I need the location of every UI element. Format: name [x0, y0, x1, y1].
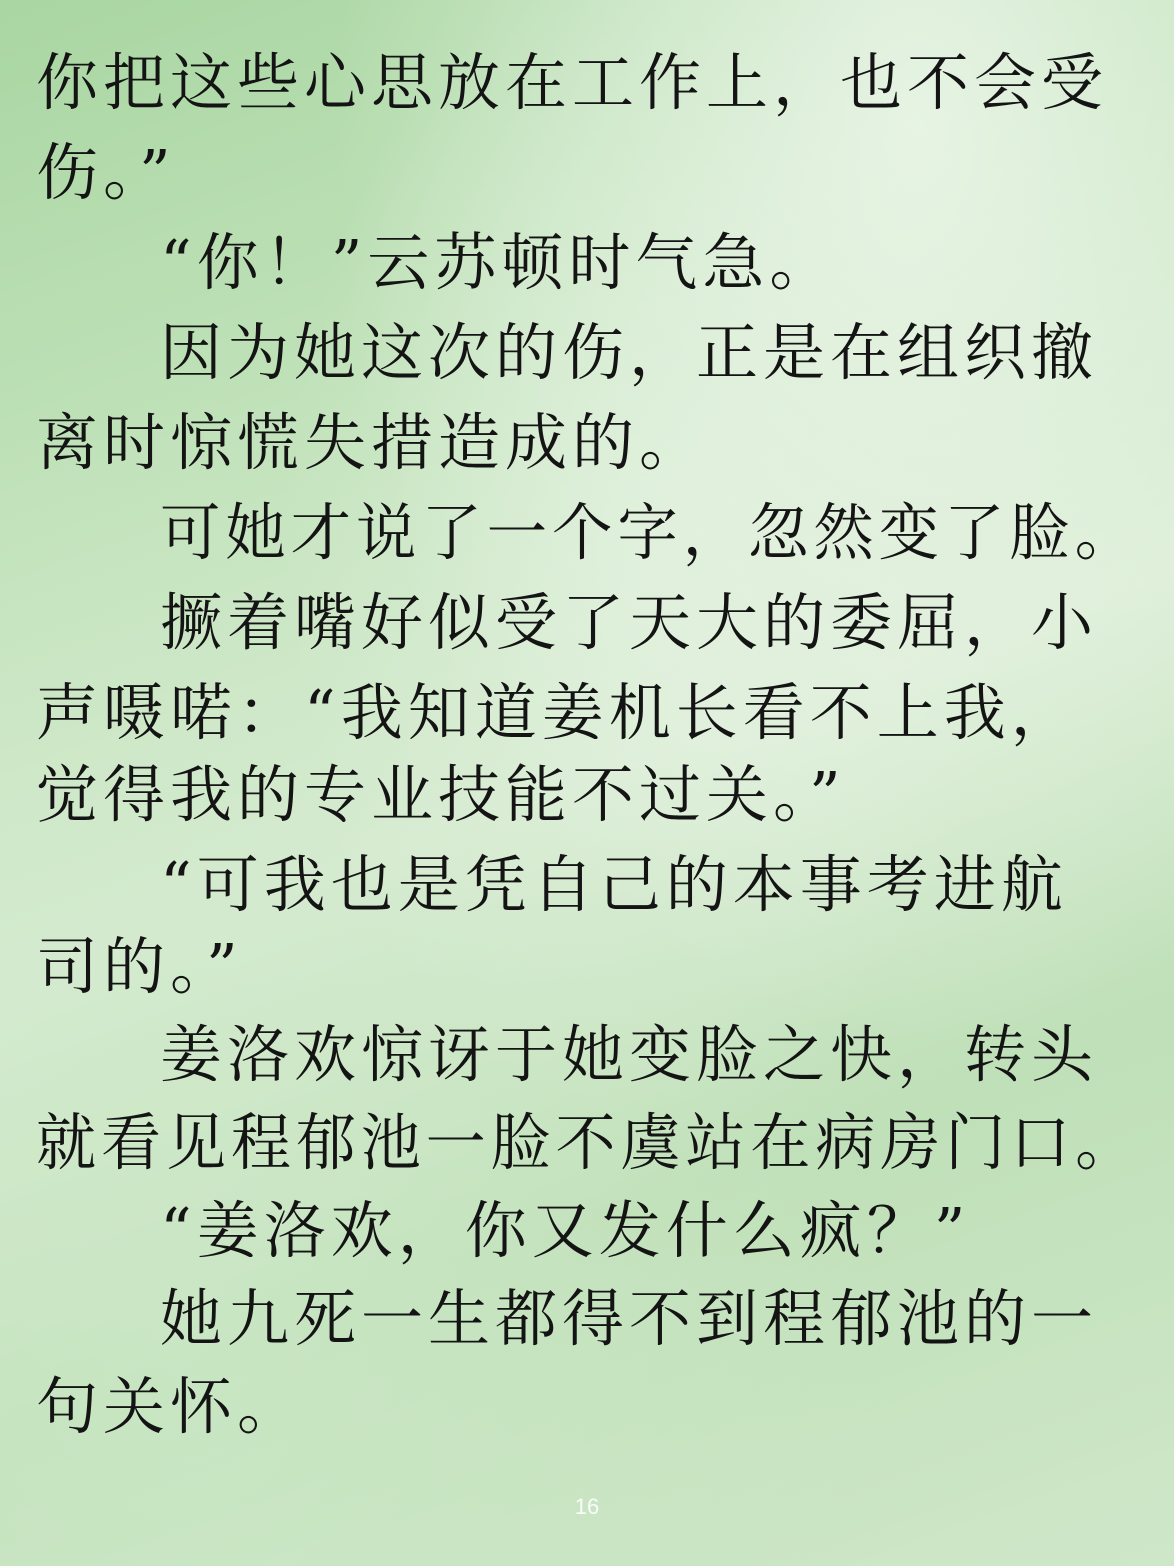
text-line: 姜洛欢惊讶于她变脸之快，转头 — [160, 1018, 1099, 1091]
text-line: 就看见程郁池一脸不虞站在病房门口。 — [36, 1106, 1141, 1179]
text-line: 句关怀。 — [36, 1370, 305, 1443]
text-line: “可我也是凭自己的本事考进航 — [160, 848, 1068, 921]
text-line: 觉得我的专业技能不过关。” — [36, 758, 846, 831]
text-line: 你把这些心思放在工作上，也不会受 — [36, 46, 1109, 119]
page-number: 16 — [574, 1494, 600, 1519]
text-line: 离时惊慌失措造成的。 — [36, 406, 707, 479]
text-line: 因为她这次的伤，正是在组织撤 — [160, 316, 1099, 389]
text-line: 她九死一生都得不到程郁池的一 — [160, 1282, 1099, 1355]
text-line: 司的。” — [36, 930, 243, 1003]
text-line: 伤。” — [36, 136, 176, 209]
text-line: 撅着嘴好似受了天大的委屈，小 — [160, 586, 1099, 659]
text-line: “姜洛欢，你又发什么疯？” — [160, 1194, 971, 1267]
text-line: 可她才说了一个字，忽然变了脸。 — [160, 496, 1140, 569]
text-line: 声嗫喏：“我知道姜机长看不上我， — [36, 676, 1078, 749]
text-line: “你！”云苏顿时气急。 — [160, 226, 837, 299]
